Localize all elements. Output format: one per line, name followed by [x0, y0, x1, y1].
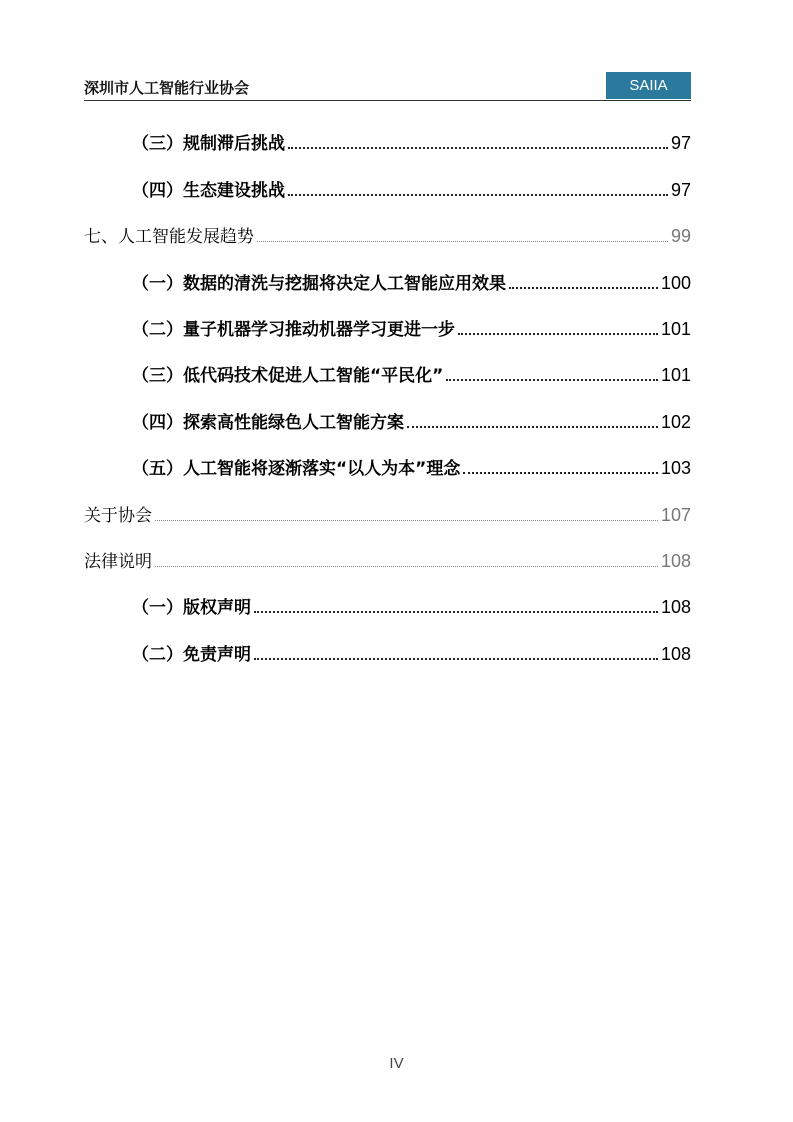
page-header: [84, 72, 691, 100]
toc-entry-page: 102: [660, 411, 691, 432]
toc-entry-page: 108: [660, 550, 691, 571]
toc-entry[interactable]: [84, 392, 691, 438]
toc-entry[interactable]: [84, 439, 691, 485]
toc-entry-page: 99: [670, 226, 691, 247]
saiia-badge: SAIIA: [606, 72, 691, 99]
page-number: IV: [389, 1055, 404, 1072]
toc-entry-title: 关于协会: [84, 505, 152, 526]
dot-leader: [254, 658, 658, 660]
toc-entry-page: 107: [660, 504, 691, 525]
dot-leader: [509, 287, 658, 289]
toc-entry-page: 97: [670, 179, 691, 200]
table-of-contents: [84, 114, 691, 671]
toc-entry-title: （二）免责声明: [132, 644, 251, 665]
toc-entry-page: 108: [660, 643, 691, 664]
organization-name: 深圳市人工智能行业协会: [84, 79, 250, 97]
toc-entry-title: （四）探索高性能绿色人工智能方案: [132, 412, 404, 433]
toc-entry[interactable]: [84, 300, 691, 346]
toc-entry-title: （五）人工智能将逐渐落实“以人为本”理念: [132, 459, 461, 480]
toc-entry-title: （一）数据的清洗与挖掘将决定人工智能应用效果: [132, 273, 506, 294]
toc-entry[interactable]: [84, 207, 691, 253]
toc-entry[interactable]: [84, 532, 691, 578]
toc-entry[interactable]: [84, 114, 691, 160]
toc-entry[interactable]: [84, 253, 691, 299]
toc-entry[interactable]: [84, 160, 691, 206]
toc-entry[interactable]: [84, 485, 691, 531]
dot-leader: [288, 147, 668, 149]
toc-entry-page: 101: [660, 365, 691, 386]
toc-entry-page: 108: [660, 597, 691, 618]
toc-entry-title: （二）量子机器学习推动机器学习更进一步: [132, 319, 455, 340]
toc-entry-title: 七、人工智能发展趋势: [84, 227, 254, 248]
dot-leader: [458, 333, 658, 335]
toc-entry[interactable]: [84, 346, 691, 392]
toc-entry[interactable]: [84, 624, 691, 670]
dot-leader: [463, 472, 658, 474]
toc-entry[interactable]: [84, 578, 691, 624]
dot-leader: [446, 379, 658, 381]
dot-leader: [155, 566, 658, 567]
toc-entry-page: 103: [660, 458, 691, 479]
dot-leader: [155, 520, 658, 521]
toc-entry-page: 100: [660, 272, 691, 293]
dot-leader: [288, 194, 668, 196]
header-rule: [84, 100, 691, 101]
toc-entry-title: （四）生态建设挑战: [132, 180, 285, 201]
toc-entry-title: （三）低代码技术促进人工智能“平民化”: [132, 366, 444, 387]
dot-leader: [257, 241, 668, 242]
dot-leader: [254, 611, 658, 613]
toc-entry-page: 97: [670, 133, 691, 154]
toc-entry-title: （一）版权声明: [132, 598, 251, 619]
toc-entry-title: （三）规制滞后挑战: [132, 134, 285, 155]
dot-leader: [407, 426, 658, 428]
toc-entry-page: 101: [660, 318, 691, 339]
toc-entry-title: 法律说明: [84, 551, 152, 572]
